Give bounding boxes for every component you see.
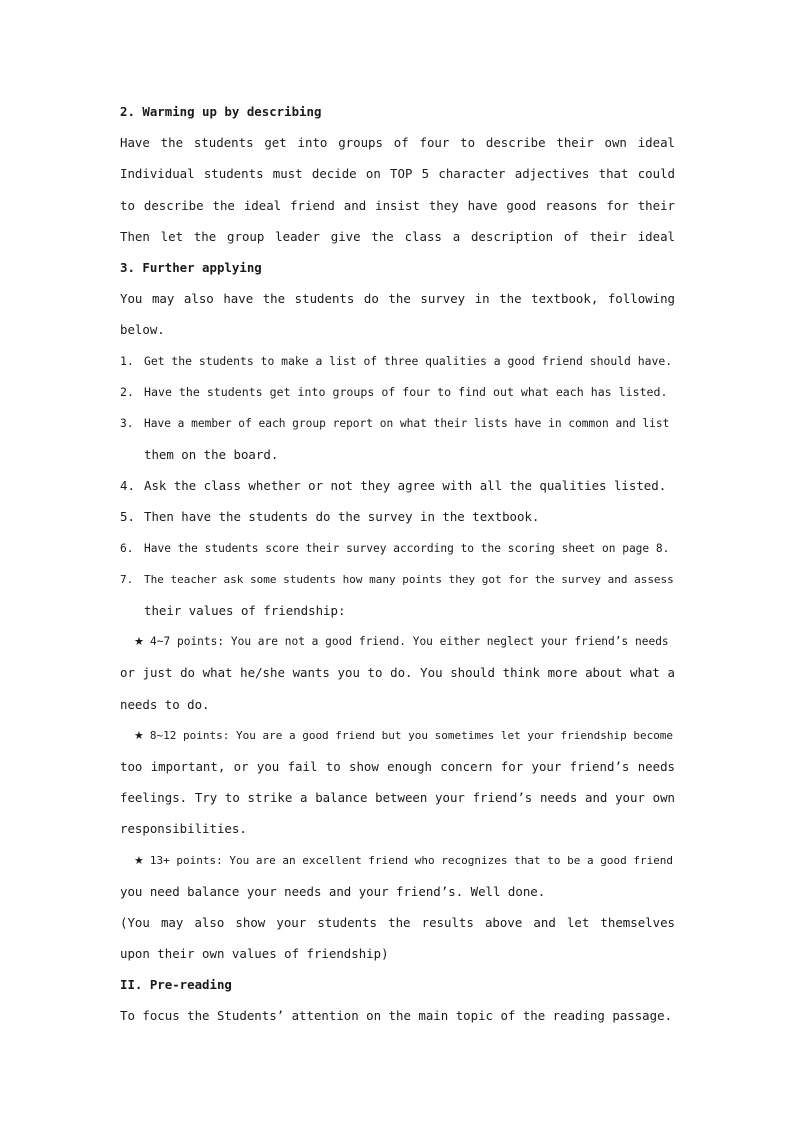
star-icon: ★ <box>134 853 144 867</box>
score-text: 8~12 points: You are a good friend but you sometimes let your friendship become <box>149 728 674 742</box>
score-band <box>120 626 675 657</box>
list-number: 5. <box>120 509 135 525</box>
paragraph-line: You may also have the students do the survey in the textbook, following <box>120 291 675 307</box>
note-line: upon their own values of friendship) <box>120 946 389 962</box>
paragraph-line: Have the students get into groups of four to describe their own ideal <box>120 135 675 151</box>
paragraph-line: Then let the group leader give the class a description of their ideal <box>120 228 675 244</box>
score-text: 4~7 points: You are not a good friend. You either neglect your friend’s needs <box>150 635 669 649</box>
list-number: 6. <box>120 541 134 555</box>
list-number: 1. <box>120 353 134 368</box>
score-text-line: feelings. Try to strike a balance between your friend’s needs and your own <box>120 790 675 806</box>
list-item-text: Ask the class whether or not they agree with all the qualities listed. <box>144 478 667 494</box>
list-item-text: The teacher ask some students how many points they got for the survey and assess <box>144 572 674 586</box>
note-line: (You may also show your students the results above and let themselves <box>120 914 675 930</box>
list-item <box>120 501 675 532</box>
list-item <box>120 533 675 564</box>
list-item <box>120 377 675 408</box>
list-number: 4. <box>120 478 135 494</box>
paragraph-line: below. <box>120 322 165 338</box>
list-item <box>120 564 675 595</box>
list-item-text: Get the students to make a list of three qualities a good friend should have. <box>144 353 673 368</box>
list-item-text: Have the students get into groups of four to find out what each has listed. <box>144 384 668 399</box>
list-item <box>120 346 675 377</box>
list-item-continuation: them on the board. <box>144 447 279 463</box>
score-text: 13+ points: You are an excellent friend who recognizes that to be a good friend <box>149 853 674 867</box>
list-item-text: Have the students score their survey according to the scoring sheet on page 8. <box>144 541 670 555</box>
list-number: 2. <box>120 384 134 399</box>
paragraph-line: To focus the Students’ attention on the main topic of the reading passage. <box>120 1008 673 1024</box>
list-number: 7. <box>120 572 134 586</box>
paragraph-line: Individual students must decide on TOP 5 character adjectives that could <box>120 166 675 182</box>
score-text-line: you need balance your needs and your friend’s. Well done. <box>120 883 546 899</box>
section-heading-further-applying: 3. Further applying <box>120 259 262 275</box>
score-band <box>120 845 675 876</box>
score-text-line: too important, or you fail to show enough concern for your friend’s needs <box>120 758 675 774</box>
document-page <box>120 96 675 1032</box>
section-heading-warming-up: 2. Warming up by describing <box>120 104 322 119</box>
star-icon: ★ <box>134 635 145 649</box>
list-item <box>120 408 675 439</box>
score-text-line: responsibilities. <box>120 821 247 837</box>
list-item-continuation: their values of friendship: <box>144 603 346 618</box>
section-heading-pre-reading: II. Pre-reading <box>120 977 232 993</box>
score-text-line: needs to do. <box>120 696 210 712</box>
star-icon: ★ <box>134 728 144 742</box>
list-number: 3. <box>120 416 134 430</box>
paragraph-line: to describe the ideal friend and insist they have good reasons for their <box>120 197 675 213</box>
score-band <box>120 720 675 751</box>
score-text-line: or just do what he/she wants you to do. You should think more about what a <box>120 665 675 681</box>
list-item-text: Then have the students do the survey in the textbook. <box>144 509 540 525</box>
list-item <box>120 470 675 501</box>
list-item-text: Have a member of each group report on what their lists have in common and list <box>144 416 670 430</box>
